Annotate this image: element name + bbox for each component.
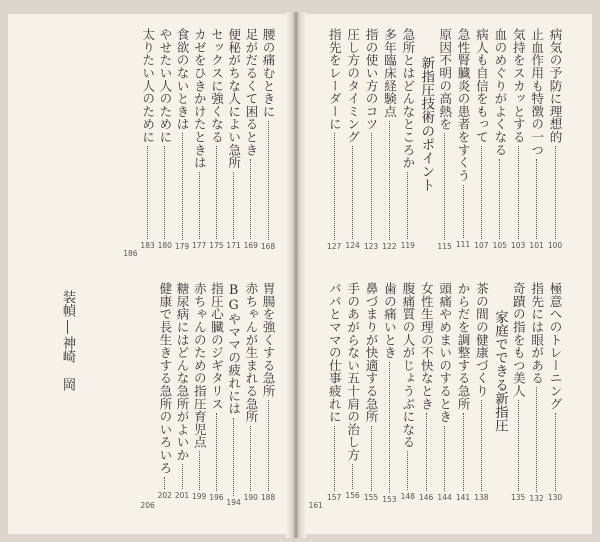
toc-entry-title: 病気の予防に理想的 bbox=[547, 28, 563, 144]
toc-entry-title: 極意へのトレーニング bbox=[547, 282, 563, 410]
leader-dots bbox=[463, 185, 464, 239]
toc-entry bbox=[304, 282, 328, 510]
page-number: 130 bbox=[547, 493, 563, 502]
leader-dots bbox=[233, 172, 234, 239]
page-number: 141 bbox=[455, 493, 471, 502]
leader-dots bbox=[555, 146, 556, 239]
leader-dots bbox=[518, 146, 519, 239]
toc-entry-title: 血のめぐりがよくなる bbox=[492, 28, 508, 156]
design-credit bbox=[60, 290, 74, 391]
toc-entry-title: 便秘がちな人によい急所 bbox=[226, 28, 242, 169]
leader-dots bbox=[164, 146, 165, 239]
leader-dots bbox=[334, 426, 335, 491]
toc-entry-title: 足がだるくて困るとき bbox=[243, 28, 259, 156]
page-number: 103 bbox=[511, 241, 526, 251]
page-number: 175 bbox=[209, 241, 224, 251]
toc-entry-title: 指先をレーダーに bbox=[326, 28, 342, 131]
leader-dots bbox=[536, 159, 537, 239]
page-number: 119 bbox=[400, 240, 415, 250]
leader-dots bbox=[481, 146, 482, 239]
page-number: 157 bbox=[327, 492, 342, 502]
credit-dash bbox=[67, 320, 68, 334]
leader-dots bbox=[371, 133, 372, 239]
page-number: 115 bbox=[437, 241, 452, 251]
leader-dots bbox=[268, 400, 269, 491]
leader-dots bbox=[334, 133, 335, 239]
toc-entry-title: 太りたい人のために bbox=[140, 28, 156, 144]
toc-entry-title: 気持をスカッとする bbox=[510, 28, 526, 144]
toc-entry-title: 健康で長生きする急所のいろいろ bbox=[157, 282, 173, 474]
leader-dots bbox=[352, 146, 353, 239]
leader-dots bbox=[463, 413, 464, 491]
toc-entry-title: 赤ちゃんのための指圧育児点 bbox=[191, 282, 207, 449]
leader-dots bbox=[182, 133, 183, 239]
toc-entry-title: 腹痛質の人がじょうぶになる bbox=[400, 282, 416, 449]
page-number: 179 bbox=[174, 241, 190, 251]
toc-entry-title: 原因不明の高熱を bbox=[437, 28, 453, 131]
page-number: 183 bbox=[140, 241, 155, 251]
page-number: 156 bbox=[345, 491, 360, 501]
toc-entry-title: 奇蹟の指をもつ美人 bbox=[510, 282, 526, 398]
page-number: 168 bbox=[260, 242, 276, 252]
page-number: 169 bbox=[243, 241, 258, 250]
toc-entry-title: 鼻づまりが快適する急所 bbox=[363, 282, 379, 423]
toc-entry-title: カゼをひきかけたときは bbox=[191, 28, 207, 169]
toc-entry-title: 指圧心臓のジギタリス bbox=[208, 282, 224, 410]
page-number: 171 bbox=[226, 240, 241, 250]
page-number: 138 bbox=[474, 493, 489, 503]
credit-name: 神崎 岡 bbox=[60, 335, 75, 392]
page-number: 190 bbox=[243, 492, 258, 502]
toc-entry-title: 新指圧技術のポイント bbox=[418, 56, 434, 192]
page-number: 180 bbox=[157, 241, 172, 251]
leader-dots bbox=[216, 146, 217, 239]
leader-dots bbox=[499, 159, 500, 239]
toc-entry-title: 赤ちゃんが生まれる急所 bbox=[243, 282, 259, 423]
leader-dots bbox=[250, 159, 251, 239]
credit-label: 装幀 bbox=[60, 290, 75, 318]
leader-dots bbox=[389, 121, 390, 241]
page-number: 202 bbox=[157, 491, 172, 500]
leader-dots bbox=[216, 413, 217, 491]
toc-entry-title: からだを調整する急所 bbox=[455, 282, 471, 410]
page-number: 186 bbox=[123, 249, 138, 258]
toc-entry-title: 指先には眼がある bbox=[529, 282, 545, 385]
toc-entry-title: 女性生理の不快なとき bbox=[418, 282, 434, 410]
leader-dots bbox=[444, 133, 445, 239]
leader-dots bbox=[199, 172, 200, 239]
toc-entry-title: 歯の痛いとき bbox=[381, 282, 397, 359]
leader-dots bbox=[555, 413, 556, 491]
toc-entry-title: 急性腎臓炎の患者をすくう bbox=[455, 28, 471, 182]
page-number: 161 bbox=[308, 501, 323, 510]
page-number: 199 bbox=[192, 491, 207, 501]
toc-entry-title: 圧し方のタイミング bbox=[345, 28, 361, 144]
page-number: 111 bbox=[455, 240, 471, 250]
page-number: 123 bbox=[363, 241, 379, 251]
leader-dots bbox=[182, 464, 183, 489]
leader-dots bbox=[407, 172, 408, 239]
page-number: 127 bbox=[327, 241, 342, 251]
toc-entry-title: 食欲のないときは bbox=[174, 28, 190, 131]
toc-entry-title: セックスに強くなる bbox=[208, 28, 224, 144]
toc-entry-title: 多年臨床経験点 bbox=[381, 28, 397, 118]
toc-entry-title: やせたい人のために bbox=[157, 28, 173, 144]
page-number: 101 bbox=[529, 241, 544, 250]
page-number: 153 bbox=[382, 494, 397, 504]
toc-entry-title: 胃腸を強くする急所 bbox=[260, 282, 276, 398]
page-number: 105 bbox=[492, 241, 507, 250]
toc-entry bbox=[118, 28, 142, 258]
page-number: 188 bbox=[260, 493, 276, 503]
leader-dots bbox=[233, 418, 234, 496]
page-number: 148 bbox=[400, 491, 415, 501]
toc-entry bbox=[136, 282, 160, 510]
page-number: 146 bbox=[419, 493, 434, 502]
page-number: 100 bbox=[547, 241, 563, 251]
leader-dots bbox=[444, 426, 445, 491]
leader-dots bbox=[389, 362, 390, 493]
leader-dots bbox=[268, 121, 269, 241]
toc-entry-title: 糖尿病にはどんな急所がよいか bbox=[174, 282, 190, 462]
toc-entry bbox=[322, 28, 346, 258]
page-number: 124 bbox=[345, 241, 360, 251]
page-number: 144 bbox=[437, 492, 452, 502]
toc-entry-title: BGやママの疲れには bbox=[226, 282, 242, 415]
leader-dots bbox=[250, 426, 251, 491]
toc-entry-title: 頭痛やめまいのするとき bbox=[437, 282, 453, 423]
page-number: 194 bbox=[226, 497, 241, 507]
page-number: 201 bbox=[174, 491, 190, 501]
toc-entry-title: 病人も自信をもって bbox=[473, 28, 489, 144]
toc-entry-title: 急所とはどんなところか bbox=[400, 28, 416, 169]
toc-entry-title: 腰の痛むときに bbox=[260, 28, 276, 118]
page-number: 122 bbox=[382, 242, 397, 252]
leader-dots bbox=[426, 413, 427, 491]
page-number: 132 bbox=[529, 493, 544, 503]
page-number: 107 bbox=[474, 241, 489, 251]
leader-dots bbox=[164, 477, 165, 489]
leader-dots bbox=[199, 451, 200, 489]
page-number: 135 bbox=[511, 493, 526, 503]
leader-dots bbox=[371, 426, 372, 491]
toc-entry-title: 止血作用も特徴の一つ bbox=[529, 28, 545, 156]
leader-dots bbox=[147, 146, 148, 239]
page-number: 196 bbox=[209, 493, 224, 502]
toc-entry-title: 茶の間の健康づくり bbox=[473, 282, 489, 398]
leader-dots bbox=[481, 400, 482, 491]
leader-dots bbox=[536, 387, 537, 491]
leader-dots bbox=[518, 400, 519, 491]
page-number: 177 bbox=[192, 240, 207, 250]
toc-entry-title: 手のあがらない五十肩の治し方 bbox=[345, 282, 361, 462]
toc-entry-title: パパとママの仕事疲れに bbox=[326, 282, 342, 423]
page-number: 206 bbox=[140, 501, 155, 510]
toc-entry-title: 指の使い方のコツ bbox=[363, 28, 379, 131]
leader-dots bbox=[407, 451, 408, 489]
leader-dots bbox=[352, 464, 353, 489]
toc-entry-title: 家庭でできる新指圧 bbox=[492, 310, 508, 433]
page-number: 155 bbox=[363, 492, 379, 502]
